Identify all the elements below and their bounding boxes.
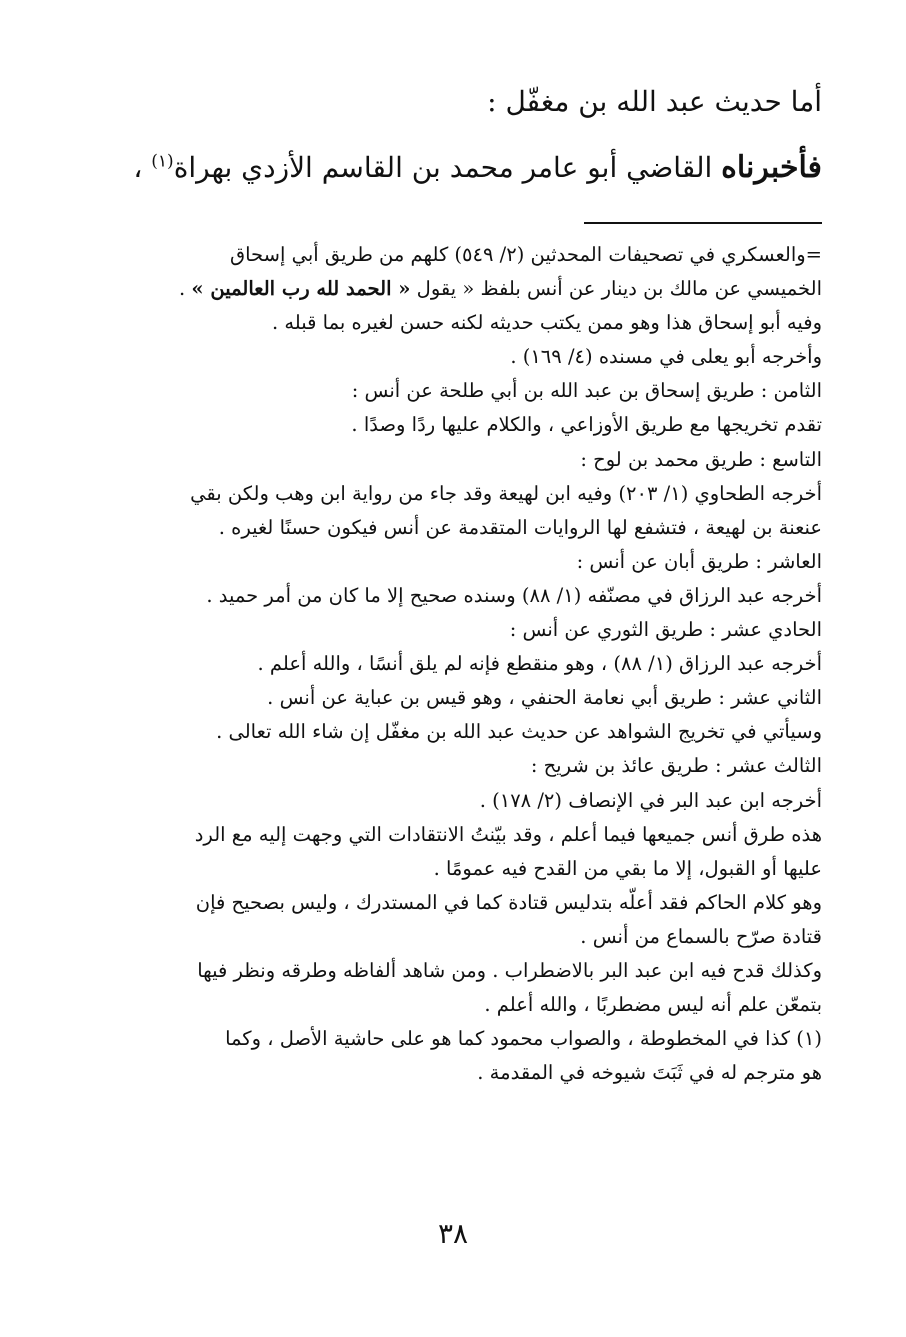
footnote-line: وكذلك قدح فيه ابن عبد البر بالاضطراب . ومن شاهد ألفاظه وطرقه ونظر فيها (197, 958, 822, 982)
footnote-line: تقدم تخريجها مع طريق الأوزاعي ، والكلام عليها ردًا وصدًا . (351, 413, 822, 437)
footnote-line: الحادي عشر : طريق الثوري عن أنس : (509, 618, 822, 642)
footnote-line: هذه طرق أنس جميعها فيما أعلم ، وقد بيّنتُ الانتقادات التي وجهت إليه مع الرد (194, 822, 822, 846)
footnote-line: الثالث عشر : طريق عائذ بن شريح : (530, 754, 822, 778)
footnote-separator (584, 222, 822, 224)
footnote-line: بتمعّن علم أنه ليس مضطربًا ، والله أعلم . (484, 993, 822, 1017)
page-number: ٣٨ (437, 1217, 469, 1250)
footnote-line: عنعنة بن لهيعة ، فتشفع لها الروايات المتقدمة عن أنس فيكون حسنًا لغيره . (218, 515, 822, 539)
footnote-line: هو مترجم له في ثَبَتَ شيوخه في المقدمة . (477, 1061, 822, 1085)
narration-tail: ، (133, 151, 152, 184)
footnote-line: قتادة صرّح بالسماع من أنس . (580, 924, 822, 948)
footnote-line: وهو كلام الحاكم فقد أعلّه بتدليس قتادة كما في المستدرك ، وليس بصحيح فإن (195, 890, 822, 914)
footnote-line: أخرجه الطحاوي (١/ ٢٠٣) وفيه ابن لهيعة وقد جاء من رواية ابن وهب ولكن بقي (190, 481, 822, 505)
footnote-line: =والعسكري في تصحيفات المحدثين (٢/ ٥٤٩) كلهم من طريق أبي إسحاق (229, 243, 822, 266)
footnote-bold-quote: « الحمد لله رب العالمين » (191, 277, 411, 301)
footnote-line: وأخرجه أبو يعلى في مسنده (٤/ ١٦٩) . (510, 345, 822, 369)
footnote-reference[interactable]: (١) (151, 151, 174, 172)
footnote-text: . (179, 277, 192, 301)
footnote-line: وفيه أبو إسحاق هذا وهو ممن يكتب حديثه لكنه حسن لغيره بما قبله . (271, 311, 822, 335)
footnote-line: الثاني عشر : طريق أبي نعامة الحنفي ، وهو قيس بن عباية عن أنس . (267, 686, 822, 710)
narration-lead-word: فأخبرناه (721, 150, 822, 185)
footnote-line: أخرجه ابن عبد البر في الإنصاف (٢/ ١٧٨) . (479, 788, 822, 812)
footnote-line: العاشر : طريق أبان عن أنس : (576, 549, 822, 573)
footnote-line: التاسع : طريق محمد بن لوح : (580, 447, 822, 471)
footnotes-block (106, 238, 822, 1090)
narration-text: القاضي أبو عامر محمد بن القاسم الأزدي بهراة (173, 151, 722, 184)
footnote-line: أخرجه عبد الرزاق في مصنّفه (١/ ٨٨) وسنده صحيح إلا ما كان من أمر حميد . (206, 583, 822, 607)
footnote-line (106, 272, 822, 306)
footnote-line: (١) كذا في المخطوطة ، والصواب محمود كما هو على حاشية الأصل ، وكما (225, 1027, 822, 1051)
narration-line (90, 148, 822, 188)
footnote-line: أخرجه عبد الرزاق (١/ ٨٨) ، وهو منقطع فإنه لم يلق أنسًا ، والله أعلم . (257, 652, 822, 676)
footnote-text: الخميسي عن مالك بن دينار عن أنس بلفظ « يقول (410, 277, 822, 301)
section-heading: أما حديث عبد الله بن مغفّل : (487, 85, 822, 118)
footnote-line: وسيأتي في تخريج الشواهد عن حديث عبد الله بن مغفّل إن شاء الله تعالى . (216, 720, 822, 744)
footnote-line: الثامن : طريق إسحاق بن عبد الله بن أبي طلحة عن أنس : (351, 379, 822, 403)
footnote-line: عليها أو القبول، إلا ما بقي من القدح فيه عمومًا . (433, 856, 822, 880)
